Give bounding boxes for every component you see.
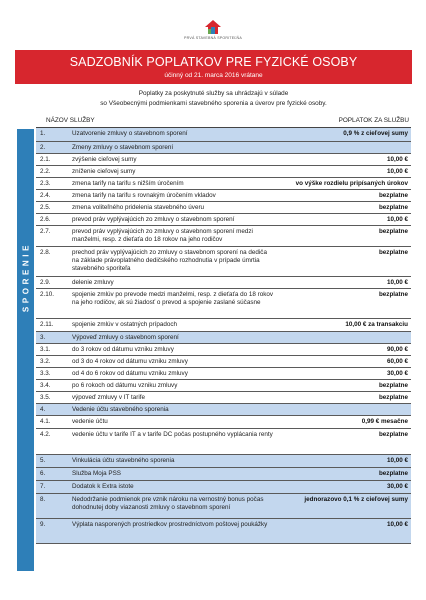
table-row [36, 277, 411, 289]
row-description: Služba Moja PSS [72, 469, 122, 477]
row-description: Dodatok k Extra istote [72, 482, 134, 490]
table-row [36, 368, 411, 380]
row-fee [279, 142, 411, 153]
row-fee: 10,00 € za transakciu [345, 320, 408, 328]
logo-text: PRVÁ STAVEBNÁ SPORITEĽŇA [184, 36, 242, 40]
section-row [36, 142, 411, 154]
row-fee: bezplatne [378, 430, 408, 438]
row-description: od 3 do 4 rokov od dátumu vzniku zmluvy [72, 357, 188, 365]
row-description: prevod práv vyplývajúcich zo zmluvy o stavebnom sporení [72, 215, 235, 223]
row-description: vedenie účtu [72, 417, 108, 425]
row-description: do 3 rokov od dátumu vzniku zmluvy [72, 345, 174, 353]
intro-text [15, 89, 412, 108]
row-fee: bezplatne [378, 203, 408, 211]
table-row [36, 202, 411, 214]
row-number: 2.11. [40, 320, 54, 328]
row-number: 3.5. [40, 393, 51, 401]
row-number: 2.4. [40, 191, 51, 199]
table-row [36, 247, 411, 277]
table-row [36, 392, 411, 404]
row-description: Uzatvorenie zmluvy o stavebnom sporení [72, 129, 188, 137]
row-description: od 4 do 6 rokov od dátumu vzniku zmluvy [72, 369, 188, 377]
row-number: 5. [40, 456, 46, 464]
row-description: prevod práv vyplývajúcich zo zmluvy o stavebnom sporení medzi manželmi, resp. z dieťaťa do 18 rokov na jeho rodičov [72, 227, 253, 243]
row-number: 2.5. [40, 203, 51, 211]
logo [0, 20, 426, 40]
row-number: 4. [40, 405, 46, 413]
row-number: 2.8. [40, 248, 51, 256]
page-title: SADZOBNÍK POPLATKOV PRE FYZICKÉ OSOBY [69, 55, 358, 69]
row-fee: vo výške rozdielu pripísaných úrokov [295, 179, 408, 187]
section-row [36, 519, 411, 544]
row-number: 3. [40, 333, 46, 341]
row-number: 2.7. [40, 227, 51, 235]
side-bar [17, 129, 34, 571]
row-description: zmena voliteľného pridelenia stavebného úveru [72, 203, 205, 211]
header-fee: POPLATOK ZA SLUŽBU [338, 117, 409, 124]
row-number: 2.3. [40, 179, 51, 187]
row-fee: bezplatne [378, 227, 408, 235]
row-fee: 10,00 € [386, 278, 408, 286]
table-row [36, 344, 411, 356]
row-number: 2.2. [40, 167, 51, 175]
table-row [36, 178, 411, 190]
table-row [36, 289, 411, 319]
house-logo-icon [205, 20, 221, 34]
row-description: zmena tarify na tarifu s nižším úročením [72, 179, 184, 187]
section-row [36, 128, 411, 142]
table-row [36, 416, 411, 429]
row-description: zmena tarify na tarifu s rovnakým úročením vkladov [72, 191, 216, 199]
table-row [36, 429, 411, 455]
section-row [36, 332, 411, 344]
row-description: vedenie účtu v tarife IT a v tarife DC počas postupného vyplácania renty [72, 430, 273, 438]
table-header [36, 114, 411, 128]
row-number: 4.2. [40, 430, 51, 438]
title-banner [15, 50, 412, 84]
row-fee: bezplatne [378, 290, 408, 298]
row-number: 2.6. [40, 215, 51, 223]
row-description: delenie zmluvy [72, 278, 114, 286]
row-fee: bezplatne [378, 469, 408, 477]
row-description: Vedenie účtu stavebného sporenia [72, 405, 169, 413]
row-description: Výplata nasporených prostriedkov prostredníctvom poštovej poukážky [72, 520, 268, 528]
row-description: Vinkulácia účtu stavebného sporenia [72, 456, 175, 464]
row-fee: 60,00 € [386, 357, 408, 365]
row-fee: bezplatne [378, 393, 408, 401]
row-fee: 10,00 € [386, 215, 408, 223]
row-description: zníženie cieľovej sumy [72, 167, 136, 175]
row-fee: 30,00 € [386, 482, 408, 490]
row-fee: 30,00 € [386, 369, 408, 377]
table-row [36, 190, 411, 202]
row-number: 3.2. [40, 357, 51, 365]
fee-table [36, 114, 411, 544]
row-description: výpoveď zmluvy v IT tarife [72, 393, 146, 401]
table-row [36, 380, 411, 392]
row-description: po 6 rokoch od dátumu vzniku zmluvy [72, 381, 178, 389]
row-description: Nedodržanie podmienok pre vznik nároku na vernostný bonus počas dohodnutej doby viazanosti zmluvy o stavebnom sporení [72, 495, 264, 511]
row-number: 2.9. [40, 278, 51, 286]
table-row [36, 154, 411, 166]
section-row [36, 455, 411, 468]
row-number: 8. [40, 495, 46, 503]
header-service: NÁZOV SLUŽBY [46, 117, 95, 124]
row-number: 3.3. [40, 369, 51, 377]
row-number: 2.10. [40, 290, 55, 298]
row-number: 9. [40, 520, 46, 528]
row-fee [279, 332, 411, 343]
row-fee: bezplatne [378, 191, 408, 199]
table-row [36, 356, 411, 368]
row-number: 3.1. [40, 345, 51, 353]
section-row [36, 494, 411, 519]
row-fee: jednorazovo 0,1 % z cieľovej sumy [304, 495, 408, 503]
row-fee: 0,99 € mesačne [361, 417, 408, 425]
row-description: spojenie zmlúv po prevode medzi manželmi, resp. z dieťaťa do 18 rokov na jeho rodičov, ak sú žiadosť o prevod a spojenie zaslané súčasne [72, 290, 274, 306]
row-fee: 10,00 € [386, 167, 408, 175]
row-fee: 0,9 % z cieľovej sumy [343, 129, 408, 137]
row-number: 2.1. [40, 155, 51, 163]
row-number: 3.4. [40, 381, 51, 389]
row-fee [279, 404, 411, 415]
section-row [36, 481, 411, 494]
row-fee: bezplatne [378, 381, 408, 389]
table-body [36, 128, 411, 544]
row-number: 1. [40, 129, 46, 137]
intro-line-2: so Všeobecnými podmienkami stavebného sporenia a úverov pre fyzické osoby. [100, 99, 327, 107]
row-description: zvýšenie cieľovej sumy [72, 155, 137, 163]
row-description: prechod práv vyplývajúcich zo zmluvy o stavebnom sporení na dediča na základe právoplatného dedičského rozhodnutia v prípade úmrtia stavebného sporiteľa [72, 248, 267, 273]
row-number: 6. [40, 469, 46, 477]
table-row [36, 226, 411, 247]
row-number: 2. [40, 143, 46, 151]
table-row [36, 166, 411, 178]
row-number: 4.1. [40, 417, 51, 425]
table-row [36, 319, 411, 332]
row-fee: 10,00 € [386, 520, 408, 528]
page-subtitle: účinný od 21. marca 2016 vrátane [164, 72, 263, 79]
row-fee: 10,00 € [386, 456, 408, 464]
table-row [36, 214, 411, 226]
row-fee: 90,00 € [386, 345, 408, 353]
row-fee: 10,00 € [386, 155, 408, 163]
row-description: Zmeny zmluvy o stavebnom sporení [72, 143, 174, 151]
row-number: 7. [40, 482, 46, 490]
section-row [36, 468, 411, 481]
side-label: SPORENIE [21, 241, 30, 313]
section-row [36, 404, 411, 416]
intro-line-1: Poplatky za poskytnuté služby sa uhrádzajú v súlade [138, 90, 289, 97]
row-description: Výpoveď zmluvy o stavebnom sporení [72, 333, 179, 341]
row-description: spojenie zmlúv v ostatných prípadoch [72, 320, 178, 328]
row-fee: bezplatne [378, 248, 408, 256]
